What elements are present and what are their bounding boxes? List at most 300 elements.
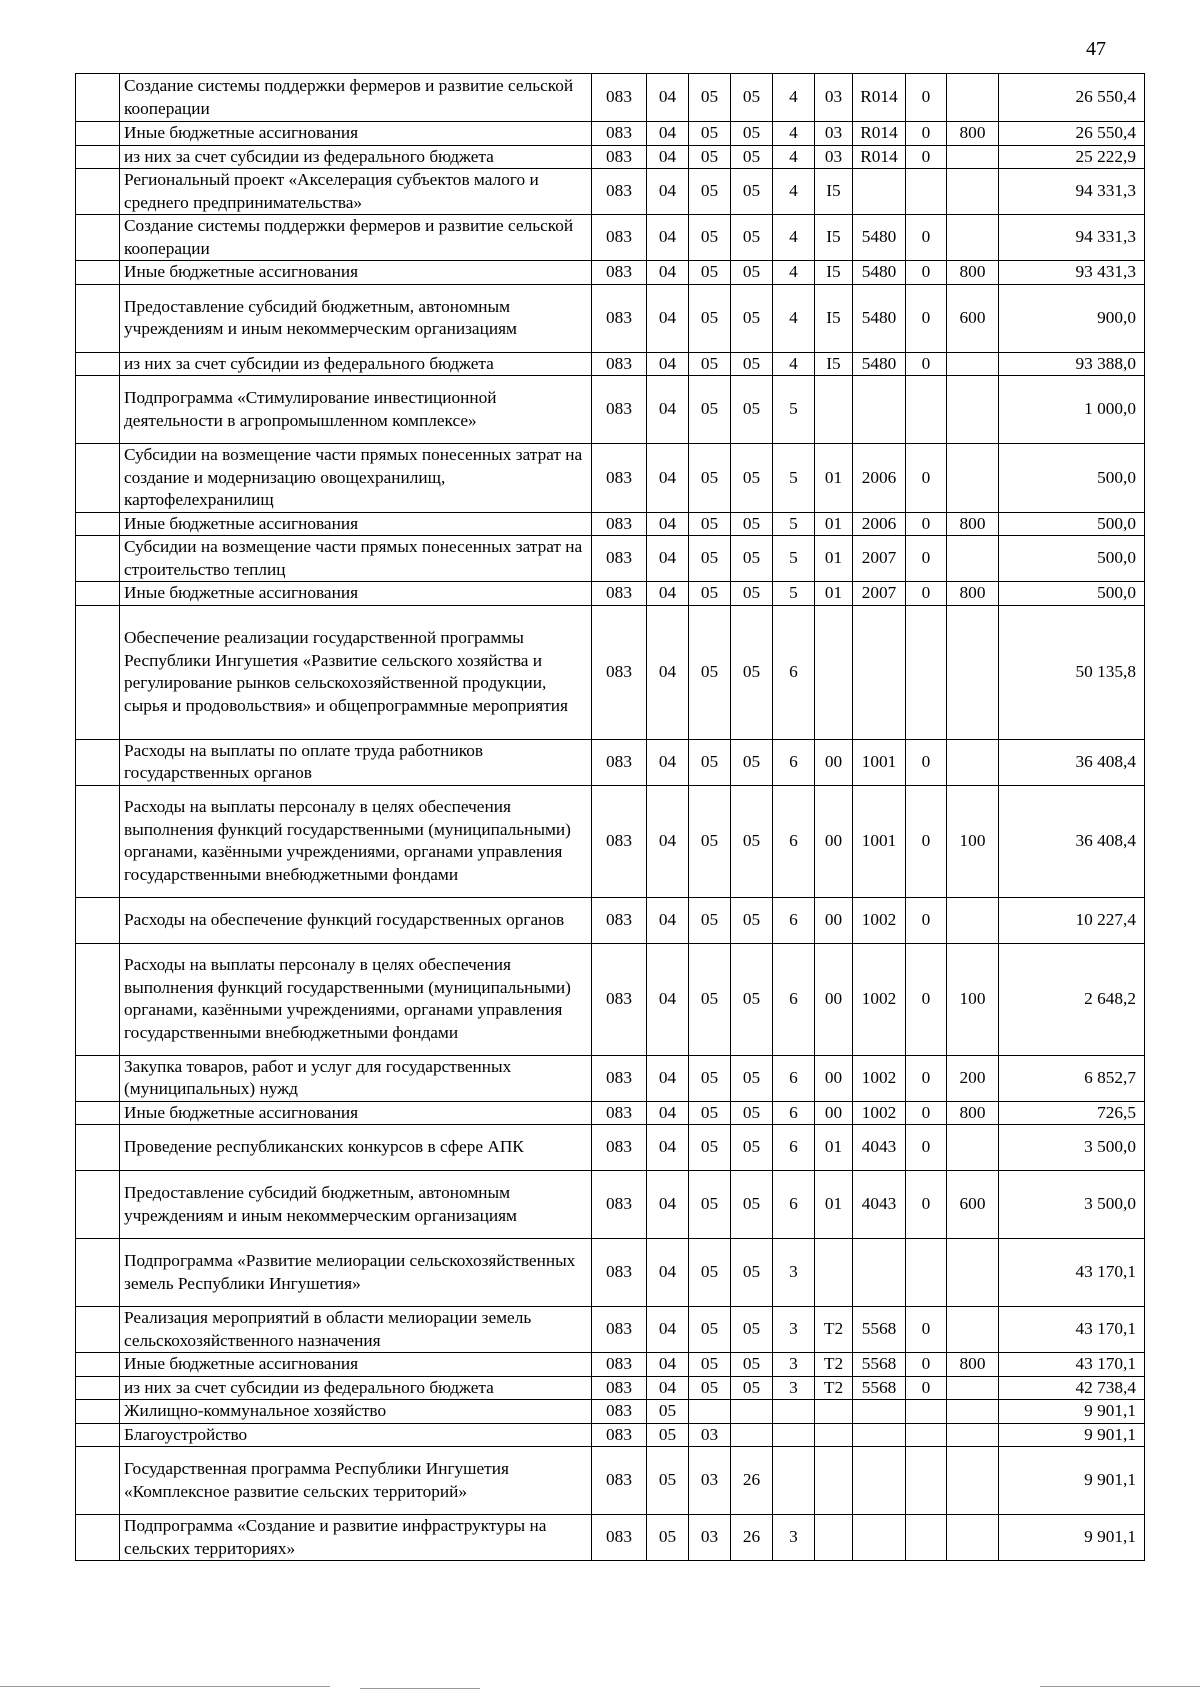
table-row [76,215,1145,261]
code-cell-c1: 083 [592,739,647,785]
code-cell-c6: 01 [815,582,853,606]
code-cell-c8: 0 [906,536,947,582]
code-cell-c7: 1001 [853,739,906,785]
row-number-cell [76,1353,120,1377]
code-cell-c9: 800 [947,122,999,146]
code-cell-c9 [947,1447,999,1515]
code-cell-c4: 05 [731,1307,773,1353]
code-cell-c2: 04 [647,1171,689,1239]
amount-cell: 3 500,0 [999,1171,1145,1239]
code-cell-c5: 3 [773,1376,815,1400]
code-cell-c3: 05 [689,169,731,215]
row-number-cell [76,605,120,739]
row-number-cell [76,1376,120,1400]
row-name-cell: Иные бюджетные ассигнования [120,1353,592,1377]
table-row [76,1055,1145,1101]
code-cell-c8: 0 [906,1171,947,1239]
code-cell-c6: 03 [815,145,853,169]
code-cell-c2: 04 [647,605,689,739]
code-cell-c7: 4043 [853,1125,906,1171]
code-cell-c2: 04 [647,582,689,606]
table-row [76,1171,1145,1239]
code-cell-c3: 05 [689,1376,731,1400]
row-name-cell: Закупка товаров, работ и услуг для государственных (муниципальных) нужд [120,1055,592,1101]
code-cell-c8: 0 [906,512,947,536]
code-cell-c1: 083 [592,1515,647,1561]
code-cell-c1: 083 [592,605,647,739]
row-name-cell: Обеспечение реализации государственной программы Республики Ингушетия «Развитие сельского хозяйства и регулирование рынков сельскохозяйственной продукции, сырья и продовольствия» и общепрограммные мероприятия [120,605,592,739]
code-cell-c3: 05 [689,376,731,444]
amount-cell: 726,5 [999,1101,1145,1125]
code-cell-c6: 01 [815,1125,853,1171]
code-cell-c9 [947,897,999,943]
code-cell-c9 [947,215,999,261]
code-cell-c4: 05 [731,376,773,444]
table-row [76,1376,1145,1400]
code-cell-c4: 05 [731,1171,773,1239]
table-row [76,1447,1145,1515]
code-cell-c9: 800 [947,1353,999,1377]
code-cell-c9: 600 [947,284,999,352]
code-cell-c9 [947,444,999,513]
table-row [76,145,1145,169]
code-cell-c8: 0 [906,444,947,513]
code-cell-c4: 05 [731,1353,773,1377]
table-row [76,1239,1145,1307]
row-name-cell: Расходы на выплаты по оплате труда работников государственных органов [120,739,592,785]
row-name-cell: Создание системы поддержки фермеров и развитие сельской кооперации [120,74,592,122]
code-cell-c2: 04 [647,1101,689,1125]
table-row [76,1515,1145,1561]
code-cell-c3: 05 [689,1125,731,1171]
code-cell-c3: 05 [689,122,731,146]
code-cell-c1: 083 [592,1055,647,1101]
code-cell-c3: 05 [689,785,731,897]
table-row [76,1125,1145,1171]
row-name-cell: Расходы на выплаты персоналу в целях обеспечения выполнения функций государственными (муниципальными) органами, казёнными учреждениями, органами управления государственными внебюджетными фондами [120,943,592,1055]
code-cell-c1: 083 [592,943,647,1055]
code-cell-c4: 26 [731,1515,773,1561]
code-cell-c9 [947,1125,999,1171]
code-cell-c6 [815,1515,853,1561]
code-cell-c8: 0 [906,1055,947,1101]
row-number-cell [76,1400,120,1424]
code-cell-c6: 00 [815,1055,853,1101]
code-cell-c1: 083 [592,261,647,285]
table-row [76,1400,1145,1424]
code-cell-c7 [853,1515,906,1561]
row-number-cell [76,897,120,943]
code-cell-c7: R014 [853,145,906,169]
code-cell-c8: 0 [906,897,947,943]
code-cell-c3: 05 [689,261,731,285]
row-number-cell [76,444,120,513]
row-name-cell: Иные бюджетные ассигнования [120,261,592,285]
amount-cell: 500,0 [999,512,1145,536]
code-cell-c7: 5480 [853,284,906,352]
code-cell-c9: 800 [947,1101,999,1125]
code-cell-c5 [773,1423,815,1447]
code-cell-c9 [947,376,999,444]
row-number-cell [76,284,120,352]
code-cell-c5: 4 [773,169,815,215]
row-number-cell [76,145,120,169]
row-number-cell [76,1239,120,1307]
amount-cell: 3 500,0 [999,1125,1145,1171]
row-name-cell: Подпрограмма «Создание и развитие инфраструктуры на сельских территориях» [120,1515,592,1561]
amount-cell: 36 408,4 [999,739,1145,785]
code-cell-c2: 05 [647,1400,689,1424]
code-cell-c9 [947,1400,999,1424]
code-cell-c5: 3 [773,1515,815,1561]
code-cell-c5: 4 [773,215,815,261]
code-cell-c2: 04 [647,1055,689,1101]
code-cell-c1: 083 [592,582,647,606]
code-cell-c4 [731,1400,773,1424]
scan-artifact-line [0,1686,330,1687]
amount-cell: 500,0 [999,444,1145,513]
code-cell-c6: 00 [815,739,853,785]
code-cell-c8: 0 [906,122,947,146]
table-row [76,785,1145,897]
row-number-cell [76,261,120,285]
code-cell-c7: 1001 [853,785,906,897]
code-cell-c1: 083 [592,74,647,122]
code-cell-c1: 083 [592,1239,647,1307]
table-row [76,897,1145,943]
table-row [76,1353,1145,1377]
amount-cell: 93 431,3 [999,261,1145,285]
code-cell-c3: 05 [689,582,731,606]
amount-cell: 9 901,1 [999,1515,1145,1561]
code-cell-c8: 0 [906,145,947,169]
code-cell-c3: 03 [689,1515,731,1561]
row-name-cell: Региональный проект «Акселерация субъектов малого и среднего предпринимательства» [120,169,592,215]
table-row [76,1307,1145,1353]
amount-cell: 9 901,1 [999,1447,1145,1515]
code-cell-c4: 05 [731,169,773,215]
code-cell-c7 [853,605,906,739]
code-cell-c9: 800 [947,261,999,285]
code-cell-c9: 600 [947,1171,999,1239]
row-name-cell: из них за счет субсидии из федерального бюджета [120,145,592,169]
code-cell-c8 [906,1239,947,1307]
table-row [76,582,1145,606]
code-cell-c5: 6 [773,785,815,897]
amount-cell: 50 135,8 [999,605,1145,739]
code-cell-c4: 26 [731,1447,773,1515]
row-number-cell [76,1171,120,1239]
row-name-cell: Подпрограмма «Развитие мелиорации сельскохозяйственных земель Республики Ингушетия» [120,1239,592,1307]
code-cell-c8: 0 [906,739,947,785]
code-cell-c3: 05 [689,444,731,513]
code-cell-c3: 05 [689,739,731,785]
row-name-cell: Расходы на выплаты персоналу в целях обеспечения выполнения функций государственными (муниципальными) органами, казёнными учреждениями, органами управления государственными внебюджетными фондами [120,785,592,897]
code-cell-c7: 4043 [853,1171,906,1239]
table-row [76,352,1145,376]
code-cell-c6: 01 [815,536,853,582]
table-row [76,605,1145,739]
table-row [76,376,1145,444]
code-cell-c9 [947,1515,999,1561]
code-cell-c8 [906,169,947,215]
code-cell-c1: 083 [592,512,647,536]
code-cell-c4: 05 [731,1376,773,1400]
row-number-cell [76,536,120,582]
code-cell-c9 [947,74,999,122]
code-cell-c2: 04 [647,739,689,785]
code-cell-c5: 3 [773,1353,815,1377]
code-cell-c8: 0 [906,352,947,376]
table-row [76,536,1145,582]
code-cell-c2: 04 [647,215,689,261]
row-number-cell [76,785,120,897]
code-cell-c8: 0 [906,582,947,606]
row-name-cell: Реализация мероприятий в области мелиорации земель сельскохозяйственного назначения [120,1307,592,1353]
code-cell-c3: 05 [689,215,731,261]
code-cell-c3: 05 [689,1101,731,1125]
code-cell-c5: 6 [773,1055,815,1101]
code-cell-c4: 05 [731,261,773,285]
code-cell-c4: 05 [731,1101,773,1125]
amount-cell: 26 550,4 [999,122,1145,146]
code-cell-c8: 0 [906,74,947,122]
code-cell-c5: 6 [773,1101,815,1125]
code-cell-c8 [906,605,947,739]
code-cell-c6: T2 [815,1353,853,1377]
code-cell-c5 [773,1447,815,1515]
code-cell-c2: 04 [647,74,689,122]
code-cell-c7: 5480 [853,215,906,261]
code-cell-c8: 0 [906,215,947,261]
amount-cell: 25 222,9 [999,145,1145,169]
amount-cell: 10 227,4 [999,897,1145,943]
code-cell-c3: 05 [689,352,731,376]
row-number-cell [76,512,120,536]
table-row [76,284,1145,352]
code-cell-c1: 083 [592,1376,647,1400]
code-cell-c3: 05 [689,1307,731,1353]
code-cell-c7: 2007 [853,536,906,582]
amount-cell: 900,0 [999,284,1145,352]
code-cell-c5: 6 [773,1171,815,1239]
row-name-cell: Расходы на обеспечение функций государственных органов [120,897,592,943]
code-cell-c4: 05 [731,215,773,261]
code-cell-c7: 1002 [853,897,906,943]
code-cell-c3 [689,1400,731,1424]
code-cell-c7: 2006 [853,512,906,536]
code-cell-c6: 03 [815,122,853,146]
code-cell-c5: 6 [773,605,815,739]
code-cell-c7: 1002 [853,943,906,1055]
code-cell-c3: 05 [689,943,731,1055]
code-cell-c8 [906,1447,947,1515]
code-cell-c1: 083 [592,1101,647,1125]
code-cell-c2: 04 [647,122,689,146]
code-cell-c8: 0 [906,1101,947,1125]
row-number-cell [76,376,120,444]
code-cell-c5: 6 [773,1125,815,1171]
row-name-cell: Иные бюджетные ассигнования [120,1101,592,1125]
code-cell-c1: 083 [592,145,647,169]
code-cell-c4: 05 [731,943,773,1055]
code-cell-c2: 04 [647,284,689,352]
code-cell-c8 [906,1423,947,1447]
code-cell-c6: I5 [815,215,853,261]
amount-cell: 500,0 [999,536,1145,582]
code-cell-c8: 0 [906,1125,947,1171]
code-cell-c8 [906,1515,947,1561]
amount-cell: 9 901,1 [999,1400,1145,1424]
code-cell-c2: 05 [647,1447,689,1515]
code-cell-c8: 0 [906,1376,947,1400]
code-cell-c7: 5480 [853,261,906,285]
code-cell-c4: 05 [731,785,773,897]
amount-cell: 94 331,3 [999,169,1145,215]
code-cell-c6: 01 [815,1171,853,1239]
row-number-cell [76,1423,120,1447]
code-cell-c3: 05 [689,512,731,536]
row-number-cell [76,122,120,146]
code-cell-c8: 0 [906,785,947,897]
code-cell-c3: 05 [689,1353,731,1377]
code-cell-c3: 05 [689,1171,731,1239]
code-cell-c5: 5 [773,444,815,513]
code-cell-c6: I5 [815,261,853,285]
code-cell-c1: 083 [592,284,647,352]
code-cell-c5: 5 [773,582,815,606]
code-cell-c7 [853,376,906,444]
row-number-cell [76,1307,120,1353]
code-cell-c8: 0 [906,1307,947,1353]
code-cell-c3: 05 [689,284,731,352]
amount-cell: 2 648,2 [999,943,1145,1055]
code-cell-c6 [815,1447,853,1515]
code-cell-c5: 3 [773,1307,815,1353]
code-cell-c8: 0 [906,1353,947,1377]
code-cell-c5: 4 [773,74,815,122]
row-name-cell: Проведение республиканских конкурсов в сфере АПК [120,1125,592,1171]
code-cell-c6: 01 [815,444,853,513]
code-cell-c1: 083 [592,215,647,261]
amount-cell: 94 331,3 [999,215,1145,261]
code-cell-c2: 04 [647,1376,689,1400]
code-cell-c7: 2006 [853,444,906,513]
row-number-cell [76,582,120,606]
code-cell-c4: 05 [731,897,773,943]
code-cell-c8 [906,1400,947,1424]
code-cell-c4: 05 [731,352,773,376]
code-cell-c6: 00 [815,943,853,1055]
code-cell-c2: 04 [647,1239,689,1307]
code-cell-c5: 5 [773,536,815,582]
code-cell-c7 [853,169,906,215]
code-cell-c1: 083 [592,376,647,444]
code-cell-c3: 05 [689,536,731,582]
code-cell-c7 [853,1447,906,1515]
code-cell-c3: 05 [689,897,731,943]
code-cell-c6: I5 [815,352,853,376]
code-cell-c9 [947,169,999,215]
code-cell-c4: 05 [731,512,773,536]
code-cell-c6 [815,376,853,444]
code-cell-c5: 6 [773,897,815,943]
code-cell-c5: 3 [773,1239,815,1307]
code-cell-c1: 083 [592,444,647,513]
table-row [76,943,1145,1055]
row-number-cell [76,215,120,261]
code-cell-c8 [906,376,947,444]
code-cell-c7: 5480 [853,352,906,376]
code-cell-c9 [947,1307,999,1353]
code-cell-c7 [853,1400,906,1424]
code-cell-c1: 083 [592,1171,647,1239]
code-cell-c1: 083 [592,897,647,943]
code-cell-c6: I5 [815,169,853,215]
code-cell-c7: 1002 [853,1055,906,1101]
row-name-cell: Благоустройство [120,1423,592,1447]
amount-cell: 93 388,0 [999,352,1145,376]
code-cell-c9 [947,605,999,739]
code-cell-c3: 03 [689,1423,731,1447]
amount-cell: 500,0 [999,582,1145,606]
code-cell-c1: 083 [592,1353,647,1377]
amount-cell: 43 170,1 [999,1307,1145,1353]
row-name-cell: Субсидии на возмещение части прямых понесенных затрат на создание и модернизацию овощехранилищ, картофелехранилищ [120,444,592,513]
code-cell-c4: 05 [731,284,773,352]
code-cell-c4: 05 [731,122,773,146]
code-cell-c6 [815,1239,853,1307]
code-cell-c9: 100 [947,785,999,897]
code-cell-c6 [815,1400,853,1424]
code-cell-c6: 00 [815,785,853,897]
code-cell-c3: 05 [689,74,731,122]
code-cell-c7 [853,1239,906,1307]
table-row [76,122,1145,146]
code-cell-c1: 083 [592,1447,647,1515]
code-cell-c1: 083 [592,1307,647,1353]
row-number-cell [76,169,120,215]
row-number-cell [76,1101,120,1125]
code-cell-c5: 4 [773,352,815,376]
row-name-cell: Создание системы поддержки фермеров и развитие сельской кооперации [120,215,592,261]
row-name-cell: из них за счет субсидии из федерального бюджета [120,352,592,376]
row-name-cell: Иные бюджетные ассигнования [120,122,592,146]
row-number-cell [76,1125,120,1171]
code-cell-c7: 5568 [853,1307,906,1353]
code-cell-c4: 05 [731,1055,773,1101]
row-number-cell [76,1055,120,1101]
code-cell-c9: 200 [947,1055,999,1101]
code-cell-c9 [947,739,999,785]
code-cell-c4: 05 [731,145,773,169]
table-row [76,1423,1145,1447]
amount-cell: 6 852,7 [999,1055,1145,1101]
row-name-cell: Субсидии на возмещение части прямых понесенных затрат на строительство теплиц [120,536,592,582]
code-cell-c6 [815,605,853,739]
code-cell-c2: 05 [647,1423,689,1447]
page-number: 47 [1086,38,1106,60]
table-row [76,169,1145,215]
amount-cell: 9 901,1 [999,1423,1145,1447]
code-cell-c5 [773,1400,815,1424]
code-cell-c2: 05 [647,1515,689,1561]
code-cell-c4: 05 [731,605,773,739]
code-cell-c2: 04 [647,1307,689,1353]
code-cell-c2: 04 [647,376,689,444]
amount-cell: 42 738,4 [999,1376,1145,1400]
row-number-cell [76,1515,120,1561]
